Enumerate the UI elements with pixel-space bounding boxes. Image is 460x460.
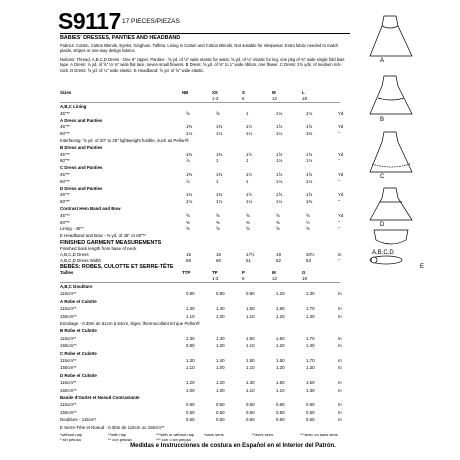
metric-row (60, 299, 340, 306)
metric-value: 1.10 (186, 365, 195, 371)
measures-sub: Finished back length from base of neck (60, 246, 137, 251)
header (58, 8, 121, 35)
yardage-label: 45"** (60, 192, 70, 198)
yardage-value: " (338, 199, 340, 205)
metric-row (60, 410, 340, 417)
metric-value: 1.20 (276, 291, 285, 297)
size-sub-3: 6 (242, 96, 245, 101)
metric-label: Doublure - 115cm* (60, 417, 97, 423)
measures-title: FINISHED GARMENT MEASUREMENTS (60, 240, 162, 246)
yardage-value: ⅝ (186, 226, 190, 232)
yardage-value: 1⅝ (306, 192, 313, 198)
yardage-label: 45"** (60, 124, 70, 130)
yardage-value: ⅜ (276, 219, 280, 225)
taille-sub-5: 18 (302, 276, 307, 281)
yardage-value: 1½ (246, 151, 253, 157)
measure-value: 60 (216, 258, 221, 263)
figure-label-b: B (380, 117, 385, 123)
metric-row (60, 291, 340, 298)
metric-value: 1.10 (246, 343, 255, 349)
metric-value: 1.30 (186, 335, 195, 341)
metric-label: 115cm** (60, 402, 77, 408)
yardage-value: 1⅜ (216, 192, 223, 198)
yardage-value: 1½ (246, 192, 253, 198)
yardage-value: ⅜ (216, 219, 220, 225)
divider (60, 33, 350, 34)
measure-value: " (338, 258, 340, 263)
yardage-value: 1⅛ (186, 131, 193, 137)
metric-value: 1.30 (306, 387, 315, 393)
metric-value: 1.10 (246, 313, 255, 319)
yardage-label: 45"** (60, 151, 70, 157)
pieces-count: 17 PIECES/PIEZAS (122, 18, 180, 25)
metric-value: 0.60 (276, 402, 285, 408)
metric-value: 0.60 (306, 402, 315, 408)
footnote: ***with or without nap (156, 432, 195, 437)
yardage-value: 1⅝ (306, 151, 313, 157)
yardage-value: 1¼ (276, 131, 283, 137)
footnote: ** con pelusa (108, 437, 132, 442)
yardage-label: A,B,C Lining (60, 104, 87, 109)
yardage-value: Yd (338, 172, 344, 177)
metric-value: 1.60 (276, 335, 285, 341)
metric-value: m (338, 358, 342, 363)
yardage-label: 60"** (60, 219, 70, 225)
metric-value: 1.00 (216, 365, 225, 371)
metric-row (60, 373, 340, 380)
measure-value: 16 (216, 252, 221, 257)
size-col-5: L (302, 90, 305, 95)
yardage-value: ⅜ (246, 219, 250, 225)
yardage-value: 1 (246, 178, 249, 184)
yardage-value: 1⅛ (306, 110, 313, 116)
metric-label: 115cm** (60, 335, 77, 341)
yardage-value: Yd (338, 192, 344, 198)
measure-label: A,B,C,D Dress Width (60, 258, 101, 263)
yardage-value: " (338, 131, 340, 137)
metric-value: 1.30 (306, 365, 315, 371)
metric-row (60, 425, 340, 432)
metric-label: B Robe et Culotte (60, 328, 97, 334)
metric-value: m (338, 335, 342, 341)
metric-label: 150cm** (60, 343, 77, 349)
metric-value: 1.40 (216, 335, 225, 341)
yardage-value: 1⅜ (216, 124, 223, 130)
yardage-value: ⅞ (186, 178, 190, 184)
metric-label: 150cm** (60, 387, 77, 393)
yardage-label: Lining - 45"* (60, 226, 84, 232)
yardage-label: B Dress and Panties (60, 144, 103, 150)
panties-illustration (374, 230, 408, 244)
metric-value: m (338, 409, 342, 415)
yardage-label: 45"** (60, 172, 70, 177)
dress-b-illustration (370, 76, 412, 114)
metric-row (60, 358, 340, 365)
yardage-value: " (338, 219, 340, 225)
measure-value: 17½ (246, 252, 255, 257)
metric-value: 1.70 (306, 306, 315, 312)
yardage-value: ⅝ (276, 226, 280, 232)
taille-sub-3: 6 (242, 276, 245, 281)
metric-value: m (338, 313, 342, 319)
yardage-value: 1 (246, 158, 249, 164)
metric-value: 0.80 (186, 343, 195, 349)
dress-d-illustration (370, 188, 412, 220)
yardage-label: E Headband and Bow - ⅜ yd. of 45" or 60"** (60, 233, 147, 239)
size-sub-2: 1-3 (212, 96, 219, 101)
yardage-value: 1⅝ (306, 172, 313, 177)
metric-value: m (338, 402, 342, 408)
footnote: **with nap (108, 432, 127, 437)
taille-col-4: M (272, 270, 276, 275)
yardage-value: 1⅛ (306, 178, 313, 184)
metric-row (60, 306, 340, 313)
metric-value: 1.50 (246, 358, 255, 363)
metric-value: 1.60 (276, 306, 285, 312)
metric-row (60, 314, 340, 321)
yardage-label: 45"** (60, 212, 70, 218)
metric-value: 1.30 (246, 380, 255, 386)
yardage-label: 60"** (60, 158, 70, 164)
yardage-value: " (338, 158, 340, 164)
metric-value: 1.10 (186, 313, 195, 319)
metric-row (60, 380, 340, 387)
metric-value: 0.60 (306, 417, 315, 423)
figure-label-d: D (380, 222, 385, 228)
metric-label: 150cm** (60, 313, 77, 319)
metric-label: Bande d'Ourlet et Noeud Contrastante (60, 395, 140, 400)
size-col-3: S (242, 90, 245, 95)
taille-sub-4: 12 (272, 276, 277, 281)
metric-row (60, 395, 340, 402)
measure-value: 61 (246, 258, 251, 263)
taille-col-2: TP (212, 270, 218, 275)
metric-value: 1.30 (186, 358, 195, 363)
footnote: **avec sens (252, 432, 274, 437)
metric-value: 1.20 (276, 343, 285, 349)
metric-value: 0.60 (216, 402, 225, 408)
yardage-value: 1⅝ (276, 124, 283, 130)
garment-illustrations (350, 8, 450, 268)
metric-value: 1.30 (306, 313, 315, 319)
yardage-label: Contrast Hem Band and Bow (60, 206, 121, 211)
size-col-4: M (272, 90, 276, 95)
yardage-value: 1⅜ (186, 172, 193, 177)
metric-label: 150cm** (60, 365, 77, 371)
yardage-value: 1 (216, 158, 219, 164)
figure-label-c: C (380, 174, 385, 180)
metric-value: 1.10 (246, 365, 255, 371)
metric-label: 115cm** (60, 306, 77, 312)
metric-value: 1.70 (306, 335, 315, 341)
yardage-value: ⅝ (276, 212, 280, 218)
yardage-value: ⅝ (186, 110, 190, 116)
yardage-label: 60"** (60, 131, 70, 137)
yardage-value: Yd (338, 124, 344, 130)
dress-c-illustration (370, 132, 412, 172)
figure-label-e: E (420, 264, 425, 270)
metric-value: 1.30 (306, 291, 315, 297)
french-title: BEBÉS: ROBES, CULOTTE ET SERRE-TÊTE (60, 264, 174, 270)
metric-value: 1.00 (216, 313, 225, 319)
footnote: *without nap (60, 432, 83, 437)
metric-value: 1.50 (276, 380, 285, 386)
yardage-value: ⅝ (216, 110, 220, 116)
yardage-value: " (338, 178, 340, 184)
metric-label: A,B,C Doublure (60, 284, 93, 289)
metric-value: m (338, 380, 342, 386)
yardage-value: 1⅛ (306, 158, 313, 164)
metric-value: 0.80 (216, 291, 225, 297)
yardage-value: 1¼ (246, 131, 253, 137)
yardage-value: ⅝ (306, 226, 310, 232)
yardage-value: 1⅛ (186, 199, 193, 205)
yardage-label: 45"** (60, 110, 70, 116)
metric-value: 0.50 (216, 409, 225, 415)
pattern-code: S9117 (58, 8, 121, 34)
taille-sub-2: 1-3 (212, 276, 219, 281)
metric-value: 0.50 (306, 409, 315, 415)
metric-row (60, 351, 340, 358)
yardage-label: Interfacing: ⅝ yd. of 20" to 25" lightweight fusible, such as Pellon® (60, 138, 189, 143)
metric-value: 1.20 (186, 380, 195, 386)
metric-row (60, 417, 340, 424)
footer-note: Medidas e Instrucciones de costura en Español en el Interior del Patrón. (130, 443, 336, 449)
yardage-value: 1 (216, 178, 219, 184)
yardage-label: 60"** (60, 178, 70, 184)
yardage-value: 1½ (246, 172, 253, 177)
metric-value: 1.30 (306, 343, 315, 349)
yardage-value: 1⅜ (306, 199, 313, 205)
metric-label: 115cm** (60, 380, 77, 386)
metric-label: Entoilage - 0.30m de 51cm à 64cm, léger, thermocollant tel que Pellon® (60, 321, 200, 326)
yardage-value: 1⅜ (186, 151, 193, 157)
metric-value: 1.20 (216, 380, 225, 386)
size-sub-5: 18 (302, 96, 307, 101)
metric-value: 1.50 (246, 306, 255, 312)
metric-value: 1.40 (216, 306, 225, 312)
metric-value: m (338, 343, 342, 349)
metric-value: 0.60 (186, 417, 195, 423)
yardage-value: 1⅜ (186, 192, 193, 198)
metric-value: 0.60 (186, 402, 195, 408)
footnote: * sin pelusa (60, 437, 81, 442)
footnote: *sans sens (204, 432, 224, 437)
table-rule (60, 102, 340, 103)
metric-row (60, 336, 340, 343)
yardage-value: ⅝ (306, 212, 310, 218)
yardage-value: ⅝ (246, 226, 250, 232)
dress-a-illustration (370, 16, 412, 56)
yardage-value: 1⅛ (276, 110, 283, 116)
metric-value: 1.70 (306, 358, 315, 363)
figure-label-a: A (380, 58, 385, 64)
yardage-value: ½ (306, 219, 310, 225)
metric-value: 1.00 (186, 387, 195, 393)
yardage-value: " (338, 226, 340, 232)
yardage-value: ⅜ (186, 219, 190, 225)
metric-label: A Robe et Culotte (60, 298, 97, 304)
yardage-label: 60"** (60, 199, 70, 205)
measure-value: 59 (186, 258, 191, 263)
measure-value: 20½ (306, 252, 315, 257)
table-rule-fr (60, 282, 340, 283)
footnote: ***avec ou sans sens (300, 432, 338, 437)
taille-col-1: TTP (182, 270, 191, 275)
size-col-2: XS (212, 90, 218, 95)
taille-col-5: G (302, 270, 306, 275)
metric-value: m (338, 306, 342, 312)
size-col-1: NB (182, 90, 189, 95)
yardage-value: 1⅜ (306, 131, 313, 137)
yardage-value: 1⅛ (216, 131, 223, 137)
metric-value: 1.40 (216, 358, 225, 363)
metric-value: 0.80 (186, 291, 195, 297)
metric-row (60, 321, 340, 328)
metric-value: 0.90 (246, 291, 255, 297)
yardage-value: ⅞ (186, 158, 190, 164)
metric-value: 1.30 (186, 306, 195, 312)
metric-value: 0.60 (216, 417, 225, 423)
metric-label: 115cm** (60, 358, 77, 363)
figure-label-abcd: A,B,C,D (372, 250, 394, 256)
notions-text: Notions: Thread, A,B,C,D Dress - One 9" zipper. Panties - ⅝ yd. of ½" wide elastic for waist; ⅝ yd. of ¼" elastic for leg, one pkg of ⅜" wide single fold bias tape. A Dress: ⅞ yd. of ⅝" to ¾" wide flat lace, seven small flowers. B Dress: ⅝ yd. of ⅝" to 1" wide ribbon, one flower. C Dress: 2½ yds. of medium rick-rack. D Dress: ⅝ yd. of ¼" wide elastic. E Headband: ⅝ yd. of ⅝" wide elastic. (60, 57, 345, 73)
metric-row (60, 402, 340, 409)
metric-label: 150cm** (60, 409, 77, 415)
metric-value: 0.50 (186, 409, 195, 415)
metric-row (60, 284, 340, 291)
yardage-value: 1¼ (246, 199, 253, 205)
metric-value: m (338, 291, 342, 297)
yardage-label: C Dress and Panties (60, 165, 103, 171)
metric-value: 1.00 (216, 387, 225, 393)
yardage-value: ⅝ (216, 226, 220, 232)
fabrics-text: Fabrics: Cotton, Cotton Blends, Eyelet, Gingham, Taffeta. Lining in Cotton and Cotton Blends. Not suitable for sleepwear. Extra fabric needed to match plaids, stripes or one-way design fabrics. (60, 43, 339, 54)
measure-label: A,B,C,D Dress (60, 252, 89, 257)
yardage-value: 1⅝ (276, 172, 283, 177)
metric-value: 1.20 (276, 313, 285, 319)
metric-value: 1.00 (216, 343, 225, 349)
yardage-value: 1⅛ (276, 178, 283, 184)
yardage-value: 1⅛ (276, 158, 283, 164)
metric-label: 115cm** (60, 291, 77, 297)
yardage-value: 1⅝ (276, 192, 283, 198)
yardage-value: ⅝ (216, 212, 220, 218)
yardage-value: Yd (338, 212, 344, 218)
metric-label: D Robe et Culotte (60, 372, 97, 378)
yardage-value: Yd (338, 151, 344, 157)
metric-value: 1.50 (306, 380, 315, 386)
metric-value: 0.60 (276, 417, 285, 423)
yardage-value: 1⅝ (306, 124, 313, 130)
metric-value: m (338, 387, 342, 393)
metric-value: 1.10 (246, 387, 255, 393)
size-col-0: Sizes (60, 90, 72, 95)
yardage-value: 1⅜ (216, 151, 223, 157)
metric-value: 1.10 (276, 387, 285, 393)
metric-row (60, 388, 340, 395)
yardage-value: 1¼ (276, 199, 283, 205)
measure-value: 19 (276, 252, 281, 257)
metric-value: 1.60 (276, 358, 285, 363)
yardage-value: ⅝ (246, 212, 250, 218)
footnote: *** con o sin pelusa (156, 437, 191, 442)
measure-value: 63 (306, 258, 311, 263)
metric-label: C Robe et Culotte (60, 350, 97, 356)
metric-value: 0.60 (246, 417, 255, 423)
yardage-value: 1½ (246, 124, 253, 130)
metric-value: m (338, 417, 342, 423)
measure-value: 62 (276, 258, 281, 263)
yardage-value: Yd (338, 110, 344, 116)
yardage-value: 1⅜ (186, 124, 193, 130)
size-sub-4: 12 (272, 96, 277, 101)
metric-value: m (338, 365, 342, 371)
metric-value: 0.60 (246, 402, 255, 408)
metric-row (60, 365, 340, 372)
measure-value: in (338, 252, 342, 257)
metric-label: E Serre-Tête et Noeud - 0.30m de 115cm ou 150cm** (60, 424, 165, 430)
metric-row (60, 328, 340, 335)
page-title: BABIES' DRESSES, PANTIES AND HEADBAND (60, 35, 181, 41)
yardage-label: D Dress and Panties (60, 185, 103, 191)
metric-value: 1.20 (276, 365, 285, 371)
measure-value: 15 (186, 252, 191, 257)
yardage-value: 1⅝ (276, 151, 283, 157)
metric-value: 1.50 (246, 335, 255, 341)
yardage-label: A Dress and Panties (60, 117, 103, 123)
taille-col-0: Tailles (60, 270, 74, 275)
taille-col-3: P (242, 270, 245, 275)
yardage-value: 1⅛ (216, 199, 223, 205)
yardage-value: 1⅜ (216, 172, 223, 177)
yardage-value: ⅝ (186, 212, 190, 218)
yardage-value: 1 (246, 110, 249, 116)
metric-value: 0.50 (246, 409, 255, 415)
metric-row (60, 343, 340, 350)
metric-value: 0.50 (276, 409, 285, 415)
